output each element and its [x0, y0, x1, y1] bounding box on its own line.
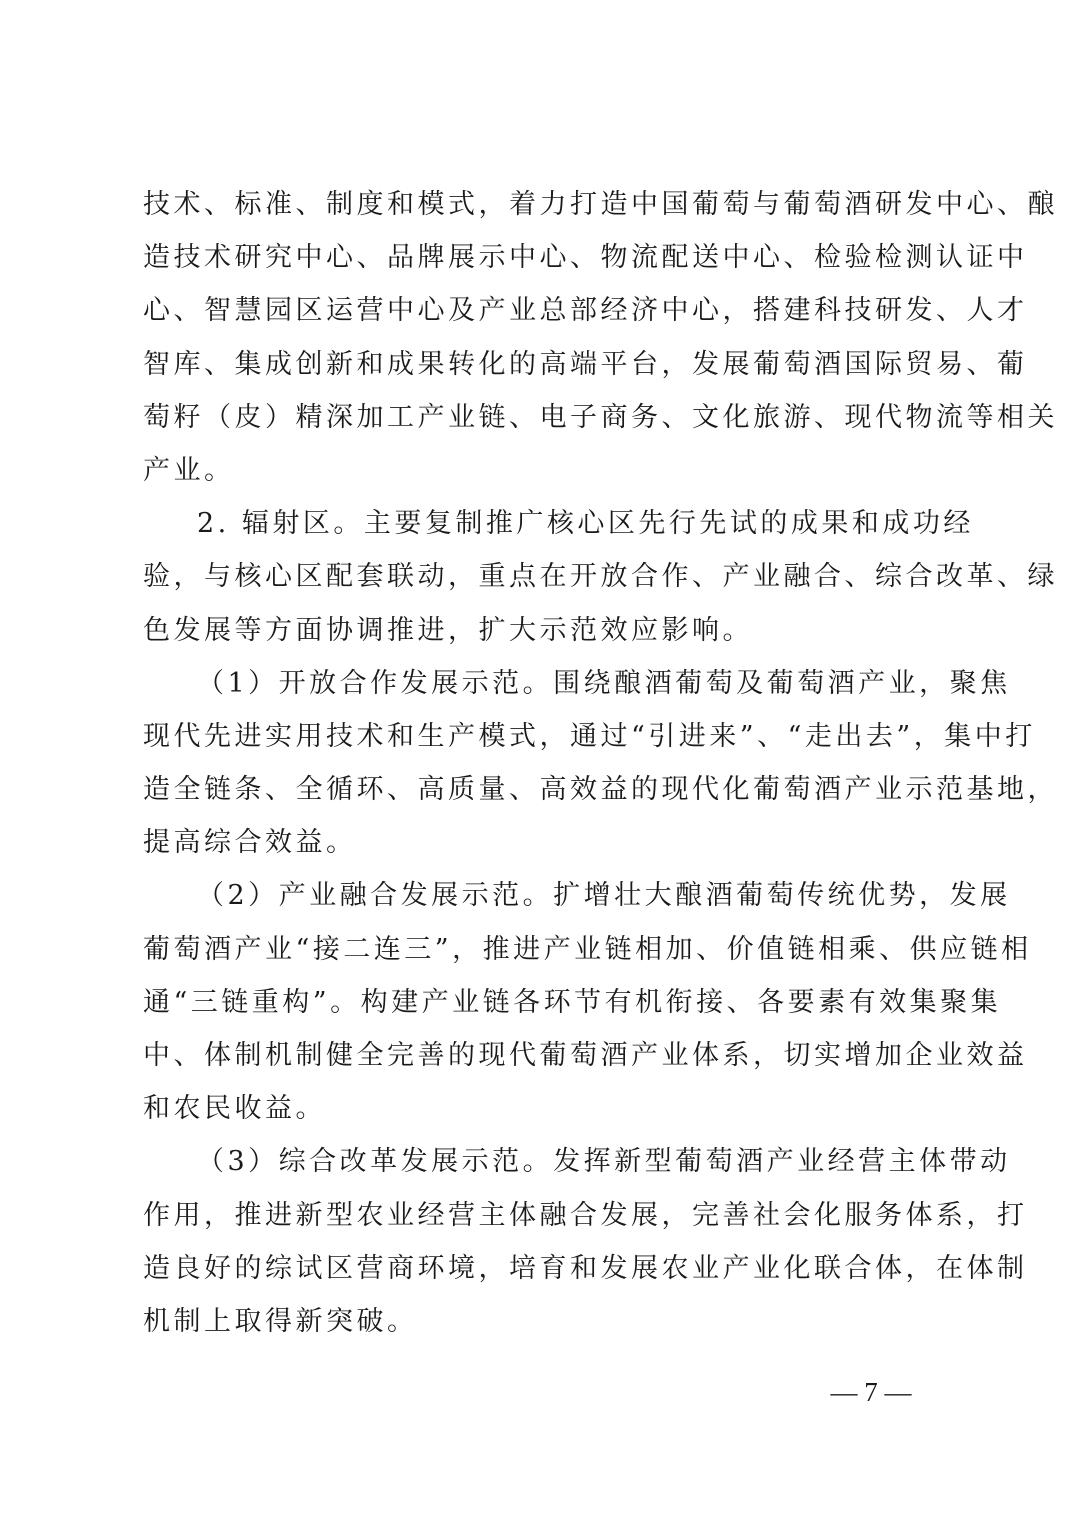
text-line: 2. 辐射区。主要复制推广核心区先行先试的成果和成功经 — [197, 508, 974, 540]
text-line: （3）综合改革发展示范。发挥新型葡萄酒产业经营主体带动 — [197, 1146, 1011, 1178]
text-line: 作用，推进新型农业经营主体融合发展，完善社会化服务体系，打 — [143, 1199, 1028, 1231]
text-line: （1）开放合作发展示范。围绕酿酒葡萄及葡萄酒产业，聚焦 — [197, 667, 1011, 699]
text-line: （2）产业融合发展示范。扩增壮大酿酒葡萄传统优势，发展 — [197, 880, 1011, 912]
text-line: 色发展等方面协调推进，扩大示范效应影响。 — [143, 614, 753, 646]
text-line: 现代先进实用技术和生产模式，通过“引进来”、“走出去”，集中打 — [143, 720, 1036, 752]
text-line: 验，与核心区配套联动，重点在开放合作、产业融合、综合改革、绿 — [143, 561, 1058, 593]
text-line: 造良好的综试区营商环境，培育和发展农业产业化联合体，在体制 — [143, 1252, 1028, 1284]
text-line: 造技术研究中心、品牌展示中心、物流配送中心、检验检测认证中 — [143, 242, 1028, 274]
text-line: 葡萄酒产业“接二连三”，推进产业链相加、价值链相乘、供应链相 — [143, 933, 1032, 965]
text-line: 萄籽（皮）精深加工产业链、电子商务、文化旅游、现代物流等相关 — [143, 401, 1058, 433]
text-line: 心、智慧园区运营中心及产业总部经济中心，搭建科技研发、人才 — [143, 295, 1028, 327]
text-line: 智库、集成创新和成果转化的高端平台，发展葡萄酒国际贸易、葡 — [143, 348, 1028, 380]
text-line: 造全链条、全循环、高质量、高效益的现代化葡萄酒产业示范基地， — [143, 774, 1058, 806]
page-number: — 7 — — [830, 1377, 912, 1407]
text-line: 技术、标准、制度和模式，着力打造中国葡萄与葡萄酒研发中心、酿 — [143, 189, 1058, 220]
text-line: 提高综合效益。 — [143, 827, 357, 859]
text-line: 中、体制机制健全完善的现代葡萄酒产业体系，切实增加企业效益 — [143, 1040, 1028, 1071]
text-line: 通“三链重构”。构建产业链各环节有机衔接、各要素有效集聚集 — [143, 986, 1002, 1018]
text-line: 机制上取得新突破。 — [143, 1305, 418, 1337]
text-line: 和农民收益。 — [143, 1093, 326, 1125]
body-text — [143, 178, 1058, 1348]
text-line: 产业。 — [143, 454, 235, 486]
